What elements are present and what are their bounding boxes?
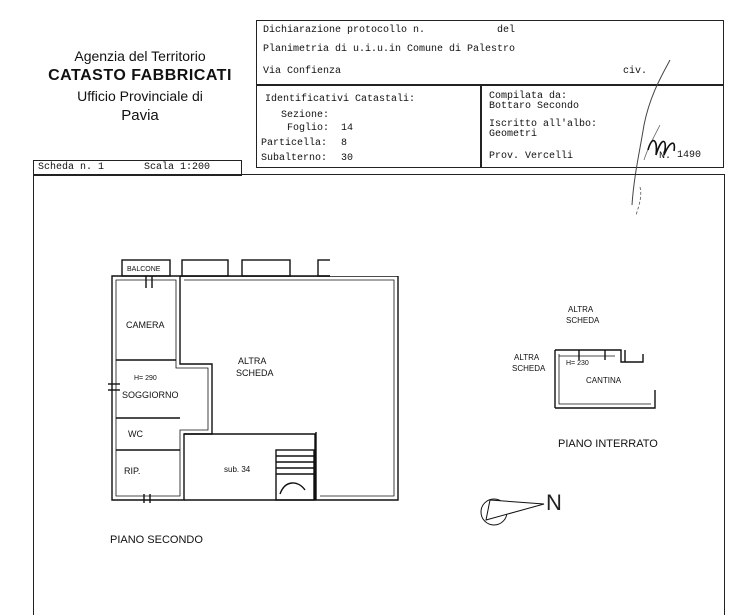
- identificativi-box: [256, 84, 482, 168]
- compilatore-name: Bottaro Secondo: [489, 101, 580, 112]
- catasto-title: CATASTO FABBRICATI: [48, 67, 232, 84]
- provincia-albo: Prov. Vercelli: [489, 151, 574, 162]
- scala-label: Scala 1:200: [144, 162, 211, 173]
- agency-name: Agenzia del Territorio: [74, 48, 206, 64]
- interrato-altra-top-1: ALTRA: [568, 305, 594, 314]
- provincia-name: Pavia: [121, 107, 159, 124]
- planimetria-label: Planimetria di u.i.u.in Comune di Palestro: [263, 44, 516, 55]
- albo-number-label: N.: [659, 151, 672, 162]
- civ-label: civ.: [623, 66, 648, 77]
- subalterno-value: 30: [341, 153, 354, 164]
- agency-block: [40, 46, 240, 126]
- dichiarazione-label: Dichiarazione protocollo n.: [263, 25, 426, 36]
- sezione-label: Sezione:: [281, 110, 330, 121]
- interrato-altra-top-2: SCHEDA: [566, 316, 600, 325]
- interrato-altra-left-1: ALTRA: [514, 353, 540, 362]
- camera-label: CAMERA: [126, 320, 165, 330]
- rip-label: RIP.: [124, 466, 141, 476]
- particella-label: Particella:: [261, 138, 328, 149]
- compilata-label: Compilata da:: [489, 91, 568, 102]
- altra-scheda-line1: ALTRA: [238, 356, 267, 366]
- interrato-altra-left-2: SCHEDA: [512, 364, 546, 373]
- floor-plan-secondo-right: [180, 276, 400, 501]
- north-label: N: [546, 490, 562, 515]
- cantina-height: H= 230: [566, 360, 589, 367]
- particella-value: 8: [341, 138, 348, 149]
- iscritto-label: Iscritto all'albo:: [489, 119, 598, 130]
- subalterno-label: Subalterno:: [261, 153, 328, 164]
- altra-scheda-line2: SCHEDA: [236, 368, 274, 378]
- soggiorno-height: H= 290: [134, 375, 157, 382]
- sub-34-label: sub. 34: [224, 465, 251, 474]
- scheda-label: Scheda n. 1: [38, 162, 105, 173]
- foglio-label: Foglio:: [287, 123, 330, 134]
- foglio-value: 14: [341, 123, 354, 134]
- wc-label: WC: [128, 429, 143, 439]
- soggiorno-label: SOGGIORNO: [122, 390, 179, 400]
- del-label: del: [497, 25, 516, 36]
- piano-secondo-title: PIANO SECONDO: [110, 534, 203, 546]
- albo-value: Geometri: [489, 129, 538, 140]
- balcone-label: BALCONE: [127, 266, 161, 273]
- via-label: Via Confienza: [263, 66, 342, 77]
- albo-number: 1490: [677, 150, 702, 161]
- ufficio-label: Ufficio Provinciale di: [77, 88, 203, 104]
- cantina-label: CANTINA: [586, 376, 622, 385]
- piano-interrato-title: PIANO INTERRATO: [558, 438, 658, 450]
- floor-plan-interrato: [545, 340, 660, 410]
- identificativi-title: Identificativi Catastali:: [265, 94, 416, 105]
